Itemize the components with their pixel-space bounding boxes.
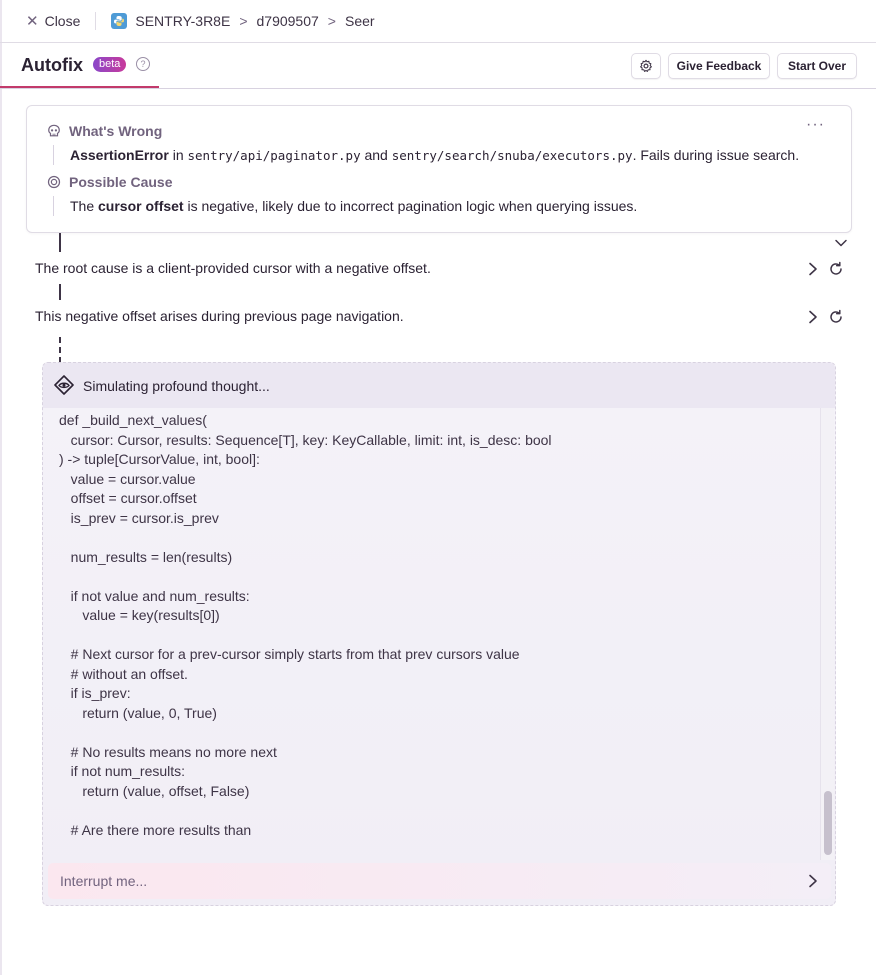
autofix-header xyxy=(0,43,876,89)
code-line xyxy=(59,567,819,587)
left-panel-border xyxy=(0,0,2,975)
beta-badge: beta xyxy=(93,57,126,72)
ellipsis-icon[interactable]: ··· xyxy=(806,116,825,133)
code-line: cursor: Cursor, results: Sequence[T], key: KeyCallable, limit: int, is_desc: bool xyxy=(59,431,552,448)
thinking-title: Simulating profound thought... xyxy=(83,377,270,394)
insight-item[interactable]: The root cause is a client-provided cursor with a negative offset. xyxy=(35,260,431,276)
help-icon[interactable]: ? xyxy=(136,57,150,71)
close-button[interactable] xyxy=(26,13,80,29)
chevron-down-icon[interactable] xyxy=(834,236,848,250)
code-line: num_results = len(results) xyxy=(59,548,233,565)
python-project-icon xyxy=(111,13,127,29)
chevron-right-icon[interactable] xyxy=(806,261,820,277)
code-line: if not value and num_results: xyxy=(59,587,250,604)
in-word: in xyxy=(172,147,184,163)
code-line: value = key(results[0]) xyxy=(59,607,220,623)
code-line xyxy=(59,801,819,821)
possible-cause-heading xyxy=(47,174,173,190)
whats-wrong-heading xyxy=(47,123,162,139)
file-path: sentry/search/snuba/executors.py xyxy=(391,148,633,163)
and-word: and xyxy=(364,147,388,163)
active-tab-indicator xyxy=(0,86,159,88)
timeline-connector-dashed xyxy=(59,337,61,363)
code-line: return (value, 0, True) xyxy=(59,704,217,721)
possible-cause-body xyxy=(53,196,637,216)
thinking-header xyxy=(43,363,835,408)
code-line: if not num_results: xyxy=(59,763,186,779)
file-path: sentry/api/paginator.py xyxy=(187,148,361,163)
chevron-right-icon[interactable] xyxy=(807,873,819,889)
divider xyxy=(95,12,96,30)
timeline-connector xyxy=(59,284,61,300)
refresh-icon[interactable] xyxy=(828,309,844,325)
scrollbar[interactable] xyxy=(820,408,834,860)
code-line: # Next cursor for a prev-cursor simply starts from that prev cursors value xyxy=(59,646,520,662)
scrollbar-thumb[interactable] xyxy=(824,791,832,855)
code-line xyxy=(59,723,819,743)
code-line xyxy=(59,626,819,646)
error-name: AssertionError xyxy=(70,147,169,163)
breadcrumb xyxy=(111,13,374,29)
page-title: Autofix xyxy=(21,55,83,75)
target-icon xyxy=(47,175,61,189)
breadcrumb-event[interactable]: d7909507 xyxy=(256,13,319,29)
interrupt-placeholder: Interrupt me... xyxy=(60,873,148,889)
code-output xyxy=(59,411,819,859)
insight-actions xyxy=(806,309,844,325)
close-label: Close xyxy=(44,13,81,29)
code-line: def _build_next_values( xyxy=(59,412,207,428)
code-line: return (value, offset, False) xyxy=(59,782,250,799)
whats-wrong-body xyxy=(53,145,799,165)
chevron-right-icon[interactable] xyxy=(806,309,820,325)
seer-icon xyxy=(53,374,75,396)
gear-icon xyxy=(639,59,653,73)
start-over-button[interactable]: Start Over xyxy=(777,53,857,79)
code-line: # without an offset. xyxy=(59,665,188,682)
cause-rest: is negative, likely due to incorrect pagination logic when querying issues. xyxy=(187,198,638,214)
summary-card xyxy=(26,105,852,233)
code-line: ) -> tuple[CursorValue, int, bool]: xyxy=(59,451,260,467)
refresh-icon[interactable] xyxy=(828,261,844,277)
cause-bold: cursor offset xyxy=(98,198,184,214)
cause-prefix: The xyxy=(70,198,95,214)
possible-cause-title: Possible Cause xyxy=(69,174,173,190)
code-line: # No results means no more next xyxy=(59,743,277,760)
code-line xyxy=(59,528,819,548)
code-line: if is_prev: xyxy=(59,685,131,701)
code-line: is_prev = cursor.is_prev xyxy=(59,509,219,526)
code-line: # Are there more results than xyxy=(59,821,252,838)
code-line: offset = cursor.offset xyxy=(59,490,197,506)
close-icon: ✕ xyxy=(26,12,39,30)
top-bar xyxy=(0,0,876,43)
give-feedback-button[interactable]: Give Feedback xyxy=(668,53,770,79)
breadcrumb-issue[interactable]: SENTRY-3R8E xyxy=(135,13,231,29)
insight-item[interactable]: This negative offset arises during previous page navigation. xyxy=(35,308,404,324)
timeline-connector xyxy=(59,233,61,252)
chevron-right-icon: > xyxy=(239,13,248,29)
breadcrumb-current: Seer xyxy=(344,13,375,29)
interrupt-input[interactable] xyxy=(48,863,831,899)
skull-icon xyxy=(47,124,61,138)
code-line: value = cursor.value xyxy=(59,470,196,487)
insight-actions xyxy=(806,261,844,277)
whats-wrong-title: What's Wrong xyxy=(69,123,163,139)
settings-button[interactable] xyxy=(631,53,661,79)
thinking-panel xyxy=(42,362,836,906)
whats-wrong-tail: . Fails during issue search. xyxy=(632,147,800,163)
chevron-right-icon: > xyxy=(327,13,336,29)
